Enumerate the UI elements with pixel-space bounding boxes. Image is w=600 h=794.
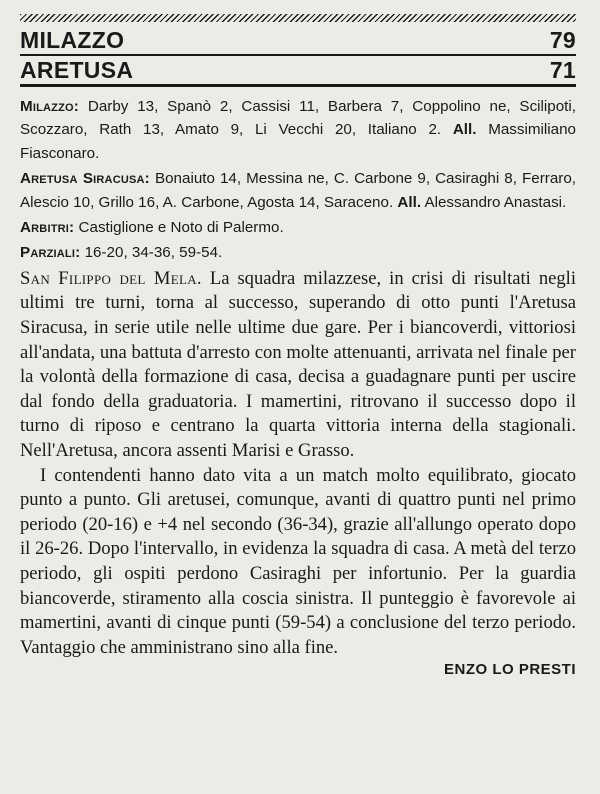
away-lineup-players: Bonaiuto 14, Messina ne, C. Carbone 9, Casiraghi 8, Ferraro, Alescio 10, Grillo 16, A. Carbone, Agosta 14, Saraceno.	[20, 170, 576, 211]
away-lineup-label: Aretusa Siracusa:	[20, 170, 150, 188]
away-coach-name: Alessandro Anastasi.	[424, 193, 567, 211]
hatched-divider	[20, 14, 576, 22]
article-paragraph-1	[20, 267, 576, 464]
dateline: San Filippo del Mela.	[20, 267, 202, 289]
paragraph-1-text: La squadra milazzese, in crisi di risultati negli ultimi tre turni, torna al successo, superando di otto punti l'Aretusa Siracusa, in serie utile nelle ultime due gare. Per i biancoverdi, vittoriosi all'andata, una battuta d'arresto con molte attenuanti, arrivata nel finale per la volontà della formazione di casa, decisa a guadagnare punti per uscire dal fondo della graduatoria. I mamertini, ritrovano il successo dopo il turno di riposo e centrano la quarta vittoria interna della stagionali. Nell'Aretusa, ancora assenti Marisi e Grasso.	[20, 267, 577, 461]
home-lineup-label: Milazzo:	[20, 98, 80, 115]
home-team-score: 79	[549, 27, 576, 53]
away-lineup	[20, 167, 576, 214]
home-score-row	[20, 26, 576, 56]
home-team-name: MILAZZO	[20, 27, 125, 53]
away-team-score: 71	[549, 57, 576, 83]
byline: ENZO LO PRESTI	[443, 661, 576, 679]
referees-label: Arbitri:	[20, 219, 75, 237]
partials	[20, 241, 576, 264]
home-lineup-players: Darby 13, Spanò 2, Cassisi 11, Barbera 7, Coppolino ne, Scilipoti, Scozzaro, Rath 13, Amato 9, Li Vecchi 20, Italiano 2.	[20, 98, 576, 139]
away-coach-label: All.	[397, 193, 422, 211]
referees	[20, 216, 576, 239]
home-coach-label: All.	[452, 121, 477, 139]
home-lineup	[20, 95, 576, 165]
referees-text: Castiglione e Noto di Palermo.	[78, 219, 284, 237]
article-paragraph-2: I contendenti hanno dato vita a un match molto equilibrato, giocato punto a punto. Gli aretusei, comunque, avanti di quattro punti nel primo periodo (20-16) e +4 nel secondo (36-34), grazie all'allungo operato dopo il 26-26. Dopo l'intervallo, in evidenza la squadra di casa. A metà del terzo periodo, gli ospiti perdono Casiraghi per infortunio. Per la guardia biancoverde, stiramento alla coscia sinistra. Il punteggio è favorevole ai mamertini, avanti di cinque punti (59-54) a conclusione del terzo periodo. Vantaggio che amministrano sino alla fine.	[20, 464, 576, 658]
home-coach-name: Massimiliano Fiasconaro.	[20, 121, 576, 162]
partials-label: Parziali:	[20, 244, 81, 262]
away-score-row	[20, 56, 576, 87]
partials-text: 16-20, 34-36, 59-54.	[84, 244, 223, 262]
away-team-name: ARETUSA	[20, 57, 134, 83]
